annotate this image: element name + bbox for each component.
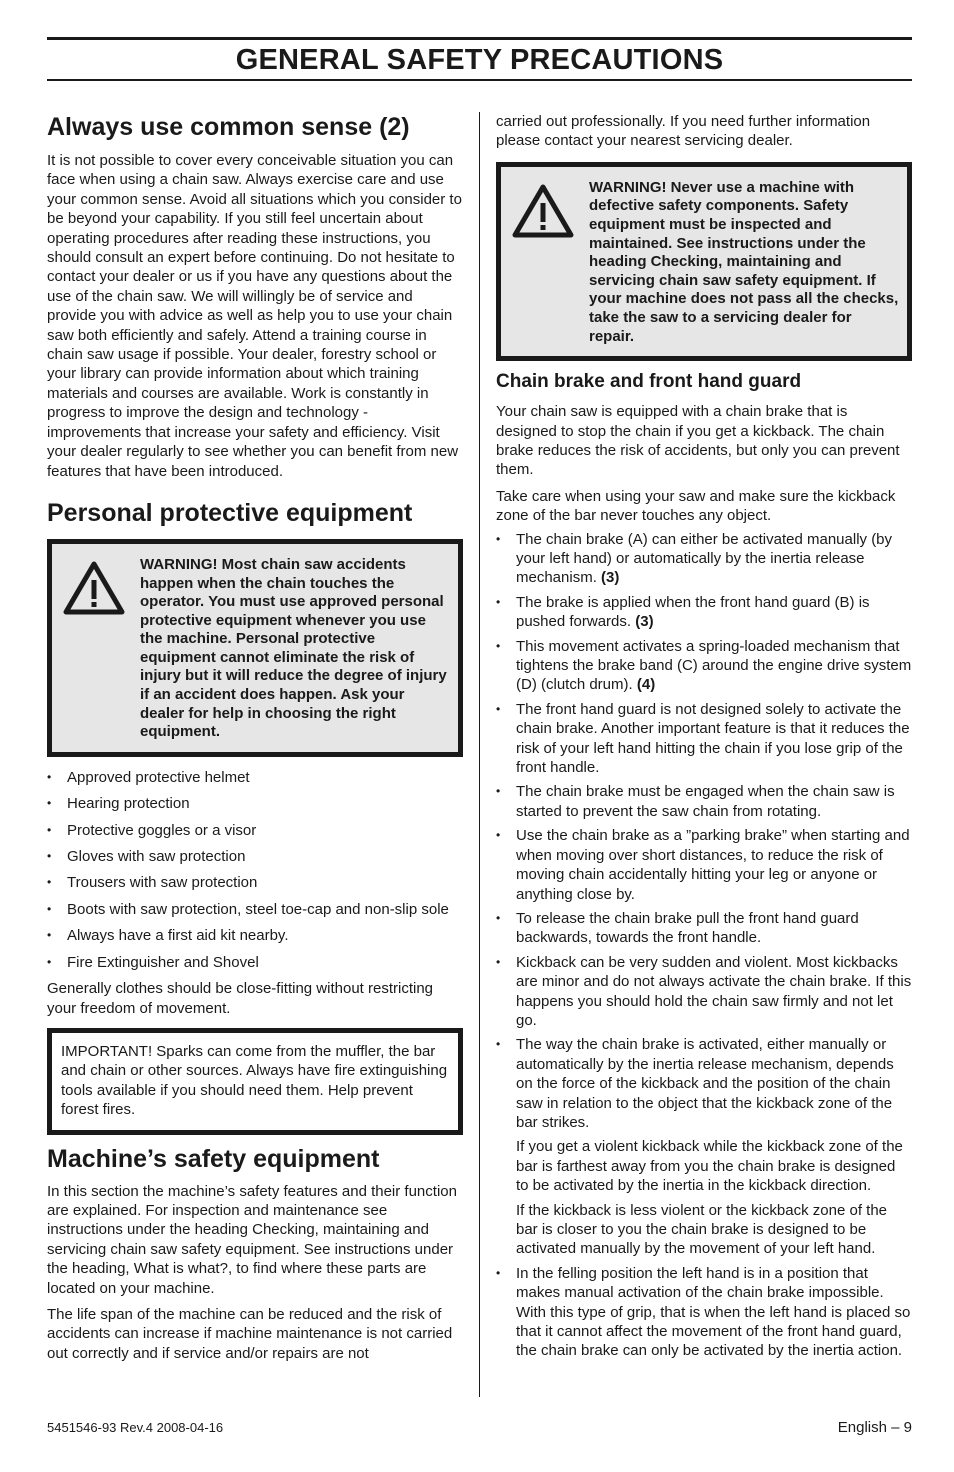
list-item: • Approved protective helmet [47, 768, 250, 786]
page-title: GENERAL SAFETY PRECAUTIONS [235, 44, 724, 76]
list-item: • Gloves with saw protection [47, 848, 246, 866]
important-box [47, 1028, 463, 1135]
list-item: • Fire Extinguisher and Shovel [47, 953, 259, 971]
left-column [47, 108, 463, 1363]
ppe-warning-text: WARNING! Most chain saw accidents happen when the chain touches the operator. You must use approved personal protective equipment whenever you use the machine. Personal protective equipment cannot eliminate the risk of injury but it will reduce the degree of injury if an accident does happen. Ask your dealer for help in choosing the right equipment. [140, 555, 447, 741]
kickback-violent-text: If you get a violent kickback while the kickback zone of the bar is farthest away from you the chain brake is designed to be activated by the inertia in the kickback direction. [516, 1138, 903, 1195]
list-item: • To release the chain brake pull the front hand guard backwards, towards the front handle. [496, 909, 859, 947]
list-item: • Hearing protection [47, 795, 190, 813]
heading-machine-safety: Machine’s safety equipment [47, 1144, 380, 1173]
ppe-list [47, 768, 463, 972]
machine-safety-p2: The life span of the machine can be reduced and the risk of accidents can increase if machine maintenance is not carried out correctly and if service and/or repairs are not [47, 1305, 453, 1362]
list-item: • The way the chain brake is activated, either manually or automatically by the inertia release mechanism, depends on the force of the kickback and the position of the chain saw in relation to the object that the kickback zone of the bar strikes. If you get a violent kickback while the kickback zone of the bar is farthest away from you the chain brake is designed to be activated by the inertia in the kickback direction. If the kickback is less violent or the kickback zone of the bar is closer to you the chain brake is designed to be activated manually by the movement of your left hand. [496, 1035, 912, 1258]
list-item: • Trousers with saw protection [47, 874, 258, 892]
warning-triangle-icon [62, 556, 140, 742]
chain-brake-list [496, 530, 912, 1361]
page-header [47, 37, 912, 81]
heading-common-sense: Always use common sense (2) [47, 113, 410, 141]
document-id: 5451546-93 Rev.4 2008-04-16 [47, 1420, 224, 1435]
list-item: • This movement activates a spring-loaded mechanism that tightens the brake band (C) around the engine drive system (D) (clutch drum). (4) [496, 637, 912, 694]
kickback-less-violent-text: If the kickback is less violent or the kickback zone of the bar is closer to you the chain brake is designed to be activated manually by the movement of your left hand. [516, 1201, 888, 1258]
heading-ppe: Personal protective equipment [47, 498, 413, 527]
ppe-warning-box [47, 539, 463, 757]
page-number: English – 9 [837, 1419, 912, 1436]
defective-warning-box [496, 162, 912, 361]
clothes-text: Generally clothes should be close-fitting without restricting your freedom of movement. [47, 980, 434, 1017]
list-item: • Use the chain brake as a ”parking brake” when starting and when moving over short distances, to reduce the risk of moving chain accidentally hitting your leg or anyone or anything close by. [496, 827, 910, 903]
heading-chain-brake: Chain brake and front hand guard [496, 371, 802, 393]
list-item: • The chain brake (A) can either be activated manually (by your left hand) or automatically by the inertia release mechanism. (3) [496, 530, 893, 587]
machine-safety-p1: In this section the machine’s safety features and their function are explained. For inspection and maintenance see instructions under the heading Checking, maintaining and servicing chain saw safety equipment. See instructions under the heading, What is what?, to find where these parts are located on your machine. [47, 1182, 457, 1297]
chain-brake-p1: Your chain saw is equipped with a chain brake that is designed to stop the chain if you get a kickback. The chain brake reduces the risk of accidents, but only you can prevent them. [496, 403, 900, 479]
list-item: • Protective goggles or a visor [47, 821, 257, 839]
list-item: • Kickback can be very sudden and violent. Most kickbacks are minor and do not always activate the chain brake. If this happens you should hold the chain saw firmly and not let go. [496, 953, 912, 1029]
list-item: • The chain brake must be engaged when the chain saw is started to prevent the saw chain from rotating. [496, 783, 895, 820]
defective-warning-text: WARNING! Never use a machine with defective safety components. Safety equipment must be inspected and maintained. See instructions under the heading Checking, maintaining and servicing chain saw safety equipment. If your machine does not pass all the checks, take the saw to a servicing dealer for repair. [589, 178, 899, 345]
list-item: • In the felling position the left hand is in a position that makes manual activation of the chain brake impossible. With this type of grip, that is when the left hand is placed so that it cannot affect the movement of the front hand guard, the chain brake can only be activated by the inertia action. [496, 1264, 911, 1360]
list-item: • Boots with saw protection, steel toe-cap and non-slip sole [47, 900, 449, 918]
list-item: • The brake is applied when the front hand guard (B) is pushed forwards. (3) [496, 593, 870, 631]
chain-brake-p2: Take care when using your saw and make sure the kickback zone of the bar never touches any object. [496, 487, 896, 525]
important-text: IMPORTANT! Sparks can come from the muffler, the bar and chain or other sources. Always have fire extinguishing tools available if you should need them. Help prevent forest fires. [61, 1042, 448, 1119]
right-column [496, 112, 912, 1361]
warning-triangle-icon [511, 179, 589, 346]
column-divider [479, 112, 480, 1397]
list-item: • Always have a first aid kit nearby. [47, 927, 289, 945]
common-sense-body: It is not possible to cover every conceivable situation you can face when using a chain saw. Always exercise care and use your common sense. Avoid all situations which you consider to be beyond your capability. If you still feel uncertain about operating procedures after reading these instructions, you should consult an expert before continuing. Do not hesitate to contact your dealer or us if you have any questions about the use of the chain saw. We will willingly be of service and provide you with advice as well as help you to use your chain saw both efficiently and safely. Attend a training course in chain saw usage if possible. Your dealer, forestry school or your library can provide information about which training materials and courses are available. Work is constantly in progress to improve the design and technology - improvements that increase your safety and efficiency. Visit your dealer regularly to see whether you can benefit from new features that have been introduced. [47, 152, 462, 480]
list-item: • The front hand guard is not designed solely to activate the chain brake. Another important feature is that it reduces the risk of your left hand hitting the chain if you lose grip of the front handle. [496, 700, 910, 777]
continued-text: carried out professionally. If you need further information please contact your nearest servicing dealer. [496, 113, 871, 150]
